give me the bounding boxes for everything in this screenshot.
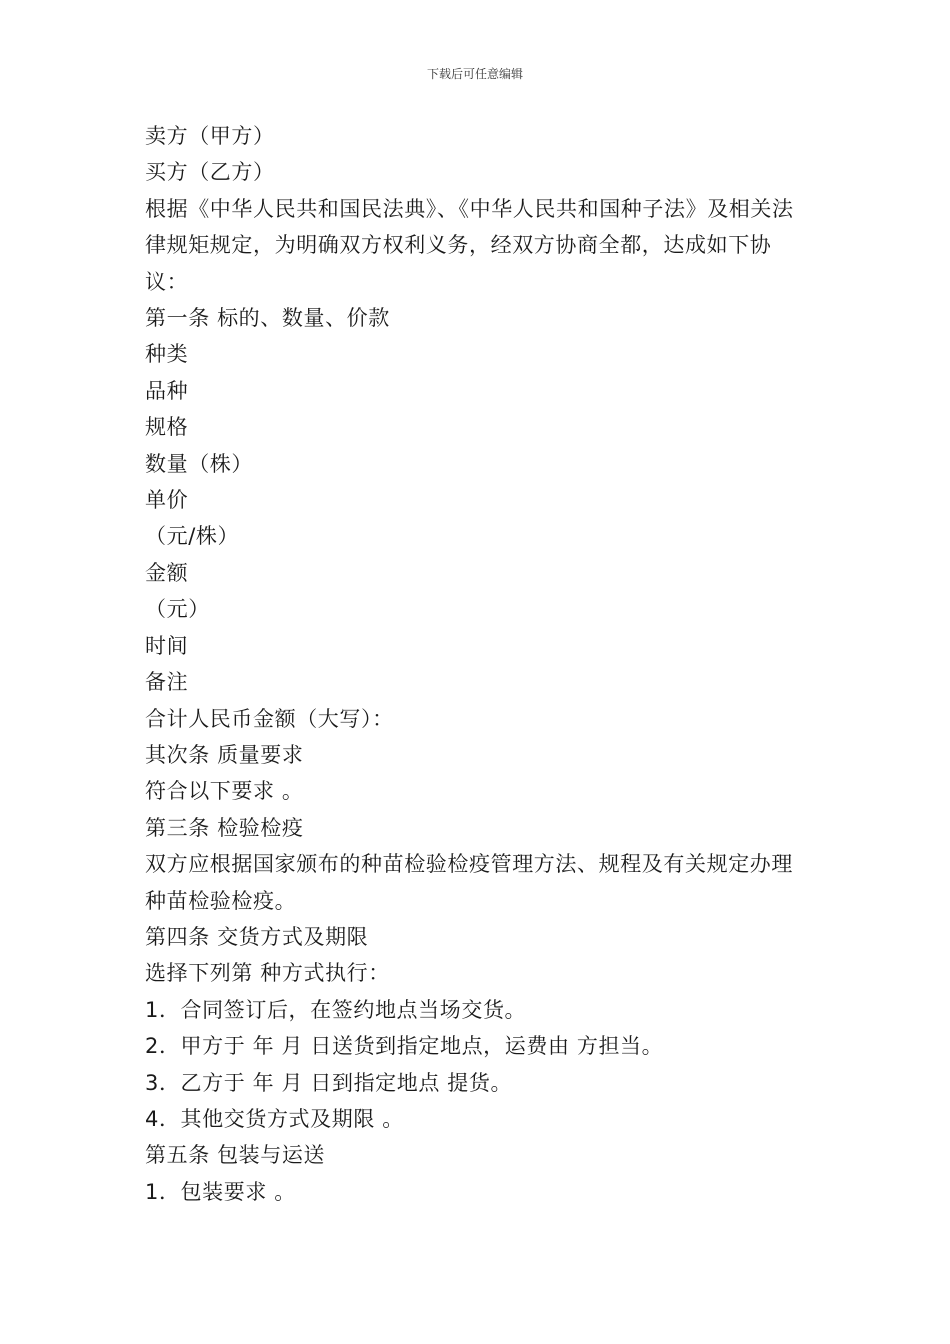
article-4-item-4: 4．其他交货方式及期限 。 bbox=[145, 1106, 404, 1131]
article-1-item-amount: 金额 bbox=[145, 560, 189, 585]
article-5-title: 第五条 包装与运送 bbox=[145, 1143, 326, 1168]
article-1-item-total: 合计人民币金额（大写）： bbox=[145, 706, 394, 731]
article-1-item-quantity: 数量（株） bbox=[145, 451, 253, 476]
article-1-item-variety: 品种 bbox=[145, 378, 189, 403]
article-1-title: 第一条 标的、数量、价款 bbox=[145, 306, 390, 331]
article-1-item-time: 时间 bbox=[145, 633, 189, 658]
article-1-item-spec: 规格 bbox=[145, 415, 189, 440]
article-1-item-unit-price-unit: （元/株） bbox=[145, 524, 240, 549]
document-body bbox=[145, 118, 810, 1210]
article-2-title: 其次条 质量要求 bbox=[145, 742, 304, 767]
article-1-item-category: 种类 bbox=[145, 342, 189, 367]
article-5-item-1: 1．包装要求 。 bbox=[145, 1179, 296, 1204]
page-header-note: 下载后可任意编辑 bbox=[426, 67, 523, 81]
article-4-item-2: 2．甲方于 年 月 日送货到指定地点，运费由 方担当。 bbox=[145, 1034, 664, 1059]
article-4-intro: 选择下列第 种方式执行： bbox=[145, 961, 390, 986]
article-3-text: 双方应根据国家颁布的种苗检验检疫管理方法、规程及有关规定办理种苗检验检疫。 bbox=[145, 852, 793, 913]
article-4-item-3: 3．乙方于 年 月 日到指定地点 提货。 bbox=[145, 1070, 513, 1095]
buyer-line: 买方（乙方） bbox=[145, 160, 275, 185]
seller-line: 卖方（甲方） bbox=[145, 124, 275, 148]
article-1-item-amount-unit: （元） bbox=[145, 597, 210, 622]
article-4-item-1: 1．合同签订后，在签约地点当场交货。 bbox=[145, 997, 527, 1022]
article-2-text: 符合以下要求 。 bbox=[145, 779, 304, 804]
preamble-paragraph: 根据《中华人民共和国民法典》、《中华人民共和国种子法》及相关法律规矩规定，为明确双方权利义务，经双方协商全都，达成如下协议： bbox=[145, 196, 794, 294]
article-1-item-unit-price: 单价 bbox=[145, 488, 189, 513]
article-3-title: 第三条 检验检疫 bbox=[145, 815, 304, 840]
article-4-title: 第四条 交货方式及期限 bbox=[145, 924, 369, 949]
article-1-item-remarks: 备注 bbox=[145, 670, 189, 695]
